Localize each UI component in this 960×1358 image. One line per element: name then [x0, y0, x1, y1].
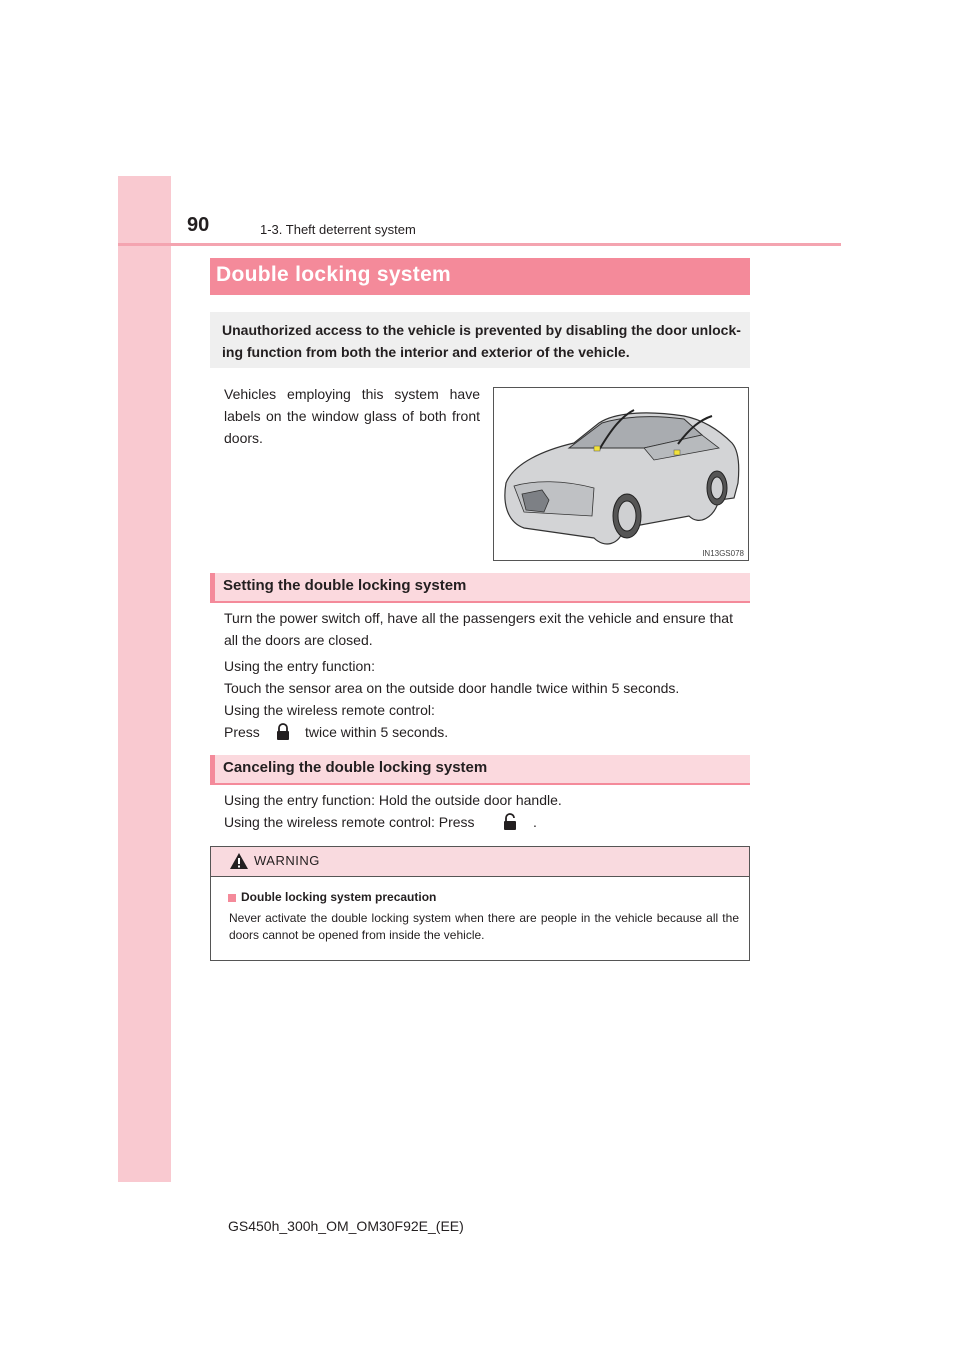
- canceling-heading-bar: [210, 755, 750, 785]
- header-rule: [118, 243, 841, 246]
- canceling-heading: Canceling the double locking system: [223, 759, 488, 776]
- warning-title: [228, 890, 436, 904]
- side-color-band: [118, 176, 171, 1182]
- entry-function-text: Touch the sensor area on the outside door handle twice within 5 seconds.: [224, 680, 680, 696]
- setting-step-text: Turn the power switch off, have all the passengers exit the vehicle and ensure that all the doors are closed.: [224, 610, 733, 648]
- entry-function-label: Using the entry function:: [224, 658, 375, 674]
- page-number: 90: [187, 214, 210, 236]
- labels-text: Vehicles employing this system have labels on the window glass of both front doors.: [224, 386, 480, 446]
- warning-label: WARNING: [254, 853, 320, 868]
- footer-model-code: GS450h_300h_OM_OM30F92E_(EE): [228, 1218, 464, 1234]
- car-illustration: [493, 387, 749, 561]
- setting-heading: Setting the double locking system: [223, 577, 467, 594]
- warning-text: Never activate the double locking system when there are people in the vehicle because all the doors cannot be opened from inside the vehicle.: [229, 911, 739, 942]
- chapter-title: 1-3. Theft deterrent system: [260, 222, 416, 237]
- lock-icon: [275, 723, 291, 741]
- unlock-icon: [502, 813, 518, 831]
- cancel-remote-text: Using the wireless remote control: Press: [224, 814, 475, 830]
- press-suffix: twice within 5 seconds.: [305, 724, 449, 740]
- cancel-remote-suffix: .: [533, 814, 537, 830]
- bullet-square-icon: [228, 894, 236, 902]
- section-title-bar: [210, 258, 750, 295]
- warning-title-text: Double locking system precaution: [241, 890, 437, 904]
- warning-triangle-icon: [229, 852, 249, 870]
- warning-header: [211, 847, 749, 877]
- intro-text: Unauthorized access to the vehicle is prevented by disabling the door unlock-ing function from both the interior and exterior of the vehicle.: [222, 322, 741, 360]
- cancel-entry-text: Using the entry function: Hold the outside door handle.: [224, 792, 562, 808]
- car-icon: [494, 388, 748, 560]
- setting-heading-bar: [210, 573, 750, 603]
- press-label: Press: [224, 724, 260, 740]
- section-title: Double locking system: [216, 263, 452, 286]
- figure-code: IN13GS078: [702, 549, 744, 558]
- intro-box: [210, 312, 750, 368]
- remote-control-label: Using the wireless remote control:: [224, 702, 435, 718]
- warning-box: [210, 846, 750, 961]
